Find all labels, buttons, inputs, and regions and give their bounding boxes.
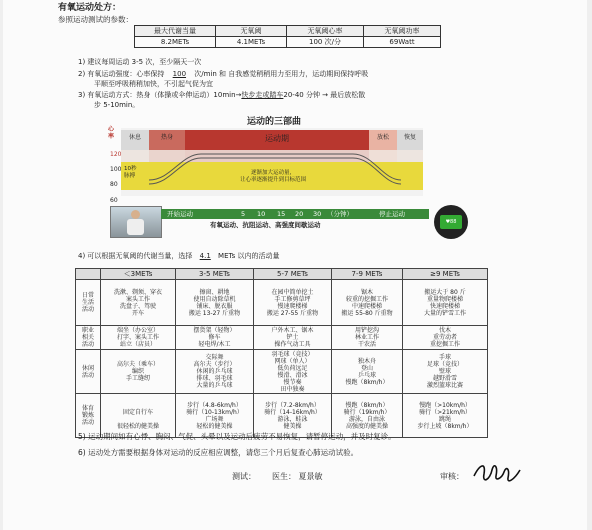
activity-header bbox=[76, 269, 101, 280]
cell-line: 轻电焊/木工 bbox=[198, 341, 231, 348]
cell-line: 手球 bbox=[438, 354, 451, 361]
cell-line: 慢跑（8km/h） bbox=[345, 378, 389, 386]
cell-line: 重挖掘工作 bbox=[429, 341, 460, 348]
activity-row bbox=[76, 326, 488, 350]
monitor-screen: ♥88 bbox=[440, 215, 462, 229]
phase-label: 热身 bbox=[160, 134, 174, 141]
phase-label: 放松 bbox=[376, 134, 390, 141]
activity-header: 3-5 METs bbox=[176, 269, 254, 280]
cell-line: 壁球 bbox=[438, 368, 451, 375]
param-value: 4.1METs bbox=[216, 37, 287, 48]
param-value: 69Watt bbox=[364, 37, 441, 48]
activity-header: ＜3METs bbox=[101, 269, 176, 280]
activity-row bbox=[76, 280, 488, 326]
phase-label: 运动期 bbox=[265, 134, 289, 143]
exercise-phase-chart bbox=[121, 128, 423, 196]
cell-line: 搬运 55-80 斤重物 bbox=[341, 309, 393, 317]
exercise-photo bbox=[110, 206, 162, 238]
item-1: 1) 建议每周运动 3-5 次，至少隔天一次 bbox=[78, 58, 202, 66]
time-label: 停止运动 bbox=[379, 210, 405, 218]
cell-line: 手工缝纫 bbox=[125, 375, 150, 382]
cell-line: 羽毛球（竞技） bbox=[271, 350, 314, 358]
activity-cell bbox=[176, 350, 254, 394]
time-label: 20 bbox=[295, 210, 304, 218]
cell-line: 端坐（办公室） bbox=[116, 327, 159, 334]
cell-line: 休闲 bbox=[81, 364, 94, 372]
cell-line: 很轻松的健美操 bbox=[116, 422, 159, 430]
cell-line: 骑行（19km/h） bbox=[343, 408, 391, 416]
photo-person-body bbox=[127, 219, 144, 235]
cell-line: 高尔夫（乘车） bbox=[116, 361, 159, 368]
cell-line: 步行（7.2-8km/h） bbox=[265, 401, 320, 409]
cell-line: 轻松的健美操 bbox=[196, 422, 233, 430]
doctor-name: 医生： 夏景敏 bbox=[272, 472, 323, 481]
y-tick: 120 bbox=[110, 151, 122, 158]
cell-line: 休闲的乒乓球 bbox=[196, 368, 233, 375]
param-header: 无氧阈 bbox=[216, 26, 287, 37]
cell-line: 活动 bbox=[81, 371, 94, 379]
target-band bbox=[121, 162, 423, 190]
cell-line bbox=[102, 416, 174, 423]
activity-cell bbox=[403, 350, 488, 394]
cell-line: 修车 bbox=[208, 334, 221, 341]
y-tick: 80 bbox=[110, 181, 118, 188]
upper-band bbox=[121, 150, 423, 162]
reviewer-label: 审核： bbox=[440, 472, 464, 481]
cell-line: 步行（4.8-6km/h） bbox=[187, 401, 242, 409]
time-axis-bar bbox=[161, 209, 429, 219]
chart-caption: 有氧运动、抗阻运动、高强度间歇运动 bbox=[210, 221, 321, 229]
cell-line: 体育 bbox=[81, 405, 94, 412]
item-2-line2: 平顺至呼吸稍稍加快，不引起气促为宜 bbox=[94, 80, 213, 88]
cell-line: 骑行（14-16km/h） bbox=[264, 408, 321, 416]
cell-line: 慢跑（>10km/h） bbox=[419, 401, 471, 409]
cell-line: 活动 bbox=[81, 306, 94, 313]
cell-line: 交际舞 bbox=[205, 354, 224, 361]
cell-line: 使用自动除草机 bbox=[193, 295, 236, 303]
cell-line: 大量的乒乓球 bbox=[196, 382, 233, 389]
param-header: 最大代谢当量 bbox=[135, 26, 216, 37]
cell-line: 干农活 bbox=[357, 341, 376, 348]
item-2 bbox=[78, 70, 368, 79]
item-3 bbox=[78, 91, 365, 100]
cell-line: 步行上坡（8km/h） bbox=[417, 422, 473, 430]
heart-rate-monitor-icon bbox=[434, 205, 468, 239]
pulse-line: 脉搏 bbox=[124, 173, 136, 179]
cell-line: 独木舟 bbox=[357, 357, 376, 365]
cell-line: 搬运大于 80 斤 bbox=[424, 288, 466, 296]
activity-header: ≥9 METs bbox=[403, 269, 488, 280]
cell-line: 乒乓球 bbox=[357, 371, 376, 379]
cell-line: 用铲挖沟 bbox=[354, 327, 379, 334]
param-header: 无氧阈功率 bbox=[364, 26, 441, 37]
item-4-text: 4) 可以根据无氧阈的代谢当量，选择 bbox=[78, 252, 193, 260]
cell-line: 慢跑（8km/h） bbox=[345, 401, 389, 409]
cell-line: 编织 bbox=[131, 368, 144, 375]
cell-line: 低负荷远足 bbox=[277, 364, 308, 372]
y-tick: 60 bbox=[110, 197, 118, 204]
item-5: 5) 运动期间如有心悸、胸闷、气促、头晕以及运动后疲劳不易恢复，请暂停运动，并及时复诊。 bbox=[78, 432, 396, 441]
parameter-table bbox=[134, 25, 441, 48]
cell-line: 网球（单人） bbox=[274, 357, 311, 365]
activity-header: 5-7 METs bbox=[254, 269, 332, 280]
row-label bbox=[76, 280, 101, 326]
activity-cell bbox=[101, 326, 176, 350]
chart-title: 运动的三部曲 bbox=[247, 117, 302, 127]
page-title: 有氧运动处方： bbox=[58, 3, 122, 13]
item-2-text-b: 次/min 和 自我感觉稍稍用力至用力，运动期间保持呼吸 bbox=[194, 70, 369, 78]
cell-line: 林业工作 bbox=[354, 334, 379, 341]
item-3-text: 3) 有氧运动方式：热身（体操或伞伸运动）10min→ bbox=[78, 91, 242, 99]
row-label bbox=[76, 350, 101, 394]
cell-line: 固定自行车 bbox=[122, 408, 153, 416]
cell-line: 手工修剪草坪 bbox=[274, 295, 311, 303]
row-label bbox=[76, 394, 101, 438]
activity-table bbox=[75, 268, 488, 438]
cell-line: 打字、案头工作 bbox=[116, 334, 159, 341]
cell-line: 足球（竞技） bbox=[426, 361, 463, 368]
cell-line: 锯木 bbox=[360, 288, 373, 296]
cell-line: 慢节奏 bbox=[283, 378, 302, 386]
time-label: 开始运动 bbox=[167, 210, 193, 218]
item-6: 6) 运动处方需要根据身体对运动的反应相应调整，请您三个月后复查心肺运动试验。 bbox=[78, 448, 359, 457]
activity-cell bbox=[176, 326, 254, 350]
cell-line: 高尔夫（步行） bbox=[193, 361, 236, 368]
target-heart-rate: 100 bbox=[172, 70, 187, 78]
cell-line: 开车 bbox=[131, 309, 144, 317]
cell-line: 田中独奏 bbox=[280, 385, 305, 393]
item-4 bbox=[78, 252, 279, 261]
cell-line: 慢滑、滑冰 bbox=[277, 371, 308, 379]
activity-cell bbox=[403, 394, 488, 438]
activity-cell bbox=[403, 326, 488, 350]
param-value: 8.2METs bbox=[135, 37, 216, 48]
cell-line: 案头工作 bbox=[125, 295, 150, 303]
cell-line: 伐木 bbox=[438, 327, 451, 334]
cell-line: 擦窗、耕地 bbox=[199, 288, 230, 296]
cell-line: 较重的挖掘工作 bbox=[345, 295, 388, 303]
activity-row bbox=[76, 350, 488, 394]
param-header: 无氧阈心率 bbox=[287, 26, 364, 37]
item-3-mode: 快步走或踏车 bbox=[241, 91, 284, 99]
cell-line: 广场舞 bbox=[205, 415, 224, 423]
cell-line: 站立（店员） bbox=[119, 341, 156, 348]
cell-line: 跳绳 bbox=[438, 415, 451, 423]
cell-line: 搬运 27-55 斤重物 bbox=[266, 309, 319, 317]
cell-line: 搬运 13-27 斤重物 bbox=[188, 309, 241, 317]
time-label: 5 bbox=[241, 210, 246, 218]
cell-line: 快速爬楼梯 bbox=[429, 302, 460, 310]
cell-line: 游泳，蛙泳 bbox=[277, 415, 308, 423]
cell-line: 洗盘子、驾驶 bbox=[119, 302, 156, 310]
y-axis-label: 心 率 bbox=[108, 126, 115, 140]
page-subtitle: 参照运动测试的参数： bbox=[58, 15, 133, 24]
cell-line: 越野滑雪 bbox=[432, 375, 457, 382]
cell-line: 摆货架（轻物） bbox=[193, 327, 236, 334]
cell-line: 骑行（>21km/h） bbox=[419, 408, 471, 416]
cell-line: 日常 bbox=[81, 292, 94, 299]
activity-cell bbox=[332, 394, 403, 438]
activity-header: 7-9 METs bbox=[332, 269, 403, 280]
photo-person-head bbox=[131, 210, 140, 219]
pulse-line: 10秒 bbox=[124, 166, 137, 172]
cell-line: 铲土 bbox=[286, 334, 299, 341]
time-label: 30 bbox=[313, 210, 322, 218]
cell-line: 慢速爬楼梯 bbox=[277, 302, 308, 310]
cell-line: 游泳，自由泳 bbox=[348, 415, 385, 423]
activity-row bbox=[76, 394, 488, 438]
y-tick: 100 bbox=[110, 166, 122, 173]
activity-header-row bbox=[76, 269, 488, 280]
item-2-text: 2) 有氧运动强度：心率保持 bbox=[78, 70, 165, 78]
tester-label: 测试： bbox=[232, 472, 256, 481]
activity-cell bbox=[101, 280, 176, 326]
reviewer-signature bbox=[470, 458, 525, 488]
activity-cell bbox=[254, 326, 332, 350]
signature-stroke bbox=[474, 466, 520, 481]
threshold-mets: 4.1 bbox=[199, 252, 211, 260]
activity-cell bbox=[176, 394, 254, 438]
cell-line: 锻炼 bbox=[81, 412, 94, 419]
activity-cell bbox=[403, 280, 488, 326]
item-4-text-b: METs 以内的活动量 bbox=[218, 252, 280, 260]
cell-line: 活动 bbox=[81, 419, 94, 426]
cell-line: 骑行（10-13km/h） bbox=[186, 408, 243, 416]
param-value: 100 次/分 bbox=[287, 37, 364, 48]
cell-line: 大量的铲雪工作 bbox=[423, 309, 466, 317]
cell-line: 健美操 bbox=[283, 422, 302, 430]
cell-line: 铺床、脱衣服 bbox=[196, 302, 233, 310]
cell-line: 在园中简单挖土 bbox=[271, 288, 314, 296]
cell-line: 生活 bbox=[81, 299, 94, 306]
activity-cell bbox=[332, 326, 403, 350]
item-3-text-b: 20-40 分钟 → 最后放松散 bbox=[283, 91, 366, 99]
activity-cell bbox=[254, 350, 332, 394]
cell-line: 登山 bbox=[360, 364, 373, 372]
time-label: 10 bbox=[257, 210, 266, 218]
activity-cell bbox=[254, 280, 332, 326]
activity-cell bbox=[101, 394, 176, 438]
anno-line: 让心率逐渐提升到目标范围 bbox=[239, 177, 307, 183]
cell-line bbox=[102, 402, 174, 409]
cell-line: 洗漱、剃须、穿衣 bbox=[113, 288, 162, 296]
cell-line: 重劳动者 bbox=[432, 334, 457, 341]
cell-line: 相关 bbox=[81, 334, 94, 341]
item-3-line2: 步 5-10min。 bbox=[94, 101, 140, 109]
cell-line: 高强度的健美操 bbox=[345, 422, 388, 430]
activity-cell bbox=[332, 280, 403, 326]
row-label bbox=[76, 326, 101, 350]
cell-line: 排球、羽毛球 bbox=[196, 375, 233, 382]
time-label: （分钟） bbox=[327, 210, 353, 218]
cell-line: 活动 bbox=[81, 341, 94, 348]
cell-line: 户外木工、锯木 bbox=[271, 327, 314, 334]
cell-line: 中速爬楼梯 bbox=[351, 302, 382, 310]
time-label: 15 bbox=[277, 210, 286, 218]
phase-label: 恢复 bbox=[403, 134, 417, 141]
cell-line: 重量物爬楼梯 bbox=[426, 295, 463, 303]
cell-line: 激烈篮球比赛 bbox=[426, 382, 463, 389]
anno-line: 逐渐加大运动量， bbox=[250, 170, 296, 176]
activity-cell bbox=[176, 280, 254, 326]
activity-cell bbox=[332, 350, 403, 394]
activity-cell bbox=[254, 394, 332, 438]
phase-label: 休息 bbox=[128, 134, 142, 141]
activity-cell bbox=[101, 350, 176, 394]
cell-line: 职业 bbox=[81, 327, 94, 334]
cell-line: 操作气动工具 bbox=[274, 341, 311, 348]
